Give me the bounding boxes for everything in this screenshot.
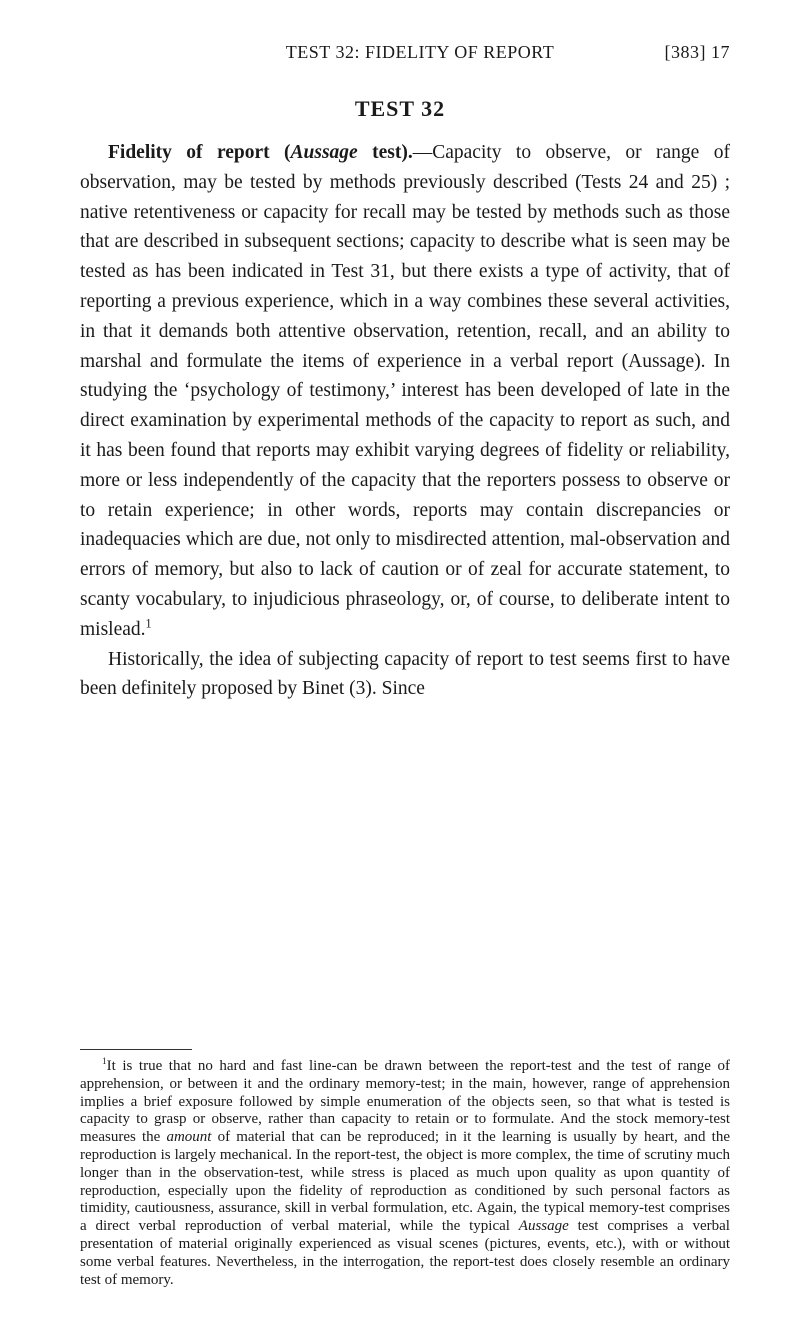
footnote-text <box>80 1058 730 1289</box>
running-head <box>80 42 730 66</box>
footnote-marker: 1 <box>102 1057 107 1067</box>
footnote-part-1: It is true that no hard and fast line-can be drawn between the report-test and the test of range of apprehension, or between it and the ordinary memory-test; in the main, however, range of apprehension implies a brief exposure followed by simple enumeration of the objects seen, so that what is tested is capacity to grasp or observe, rather than capacity to retain or to formulate. And the stock memory-test measures the <box>80 1058 730 1146</box>
paragraph-1-text: —Capacity to observe, or range of observation, may be tested by methods previously described (Tests 24 and 25) ; native retentiveness or capacity for recall may be tested by methods such as those that are described in subsequent sections; capacity to describe what is seen may be tested as has been indicated in Test 31, but there exists a type of activity, that of reporting a previous experience, which in a way combines these several activities, in that it demands both attentive observation, retention, recall, and an ability to marshal and formulate the items of experience in a verbal report (Aussage). In studying the ‘psychology of testimony,’ interest has been developed of late in the direct examination by experimental methods of the capacity to report as such, and it has been found that reports may exhibit varying degrees of fidelity or reliability, more or less independently of the capacity that the reporters possess to observe or to retain experience; in other words, reports may contain discrepancies or inadequacies which are due, not only to misdirected attention, mal-observation and errors of memory, but also to lack of caution or of zeal for accurate statement, to scanty vocabulary, to injudicious phraseology, or, of course, to deliberate intent to mislead. <box>80 142 730 640</box>
footnote-part-3: test comprises a verbal presentation of material originally experienced as visual scenes (pictures, events, etc.), with or without some verbal features. Nevertheless, in the interrogation, the report-test does closely resemble an ordinary test of memory. <box>80 1218 730 1288</box>
lead-in-italic: Aussage <box>290 142 358 163</box>
lead-in-end: test). <box>357 142 413 163</box>
paragraph-1 <box>80 138 730 645</box>
section-title: TEST 32 <box>354 96 446 121</box>
lead-in <box>108 142 413 163</box>
body-text <box>80 138 730 704</box>
paragraph-2: Historically, the idea of subjecting capacity of report to test seems first to have been definitely proposed by Binet (3). Since <box>80 648 730 700</box>
footnote <box>80 1058 730 1289</box>
footnote-divider <box>80 1049 192 1050</box>
footnote-ref: 1 <box>145 616 152 631</box>
footnote-italic-aussage: Aussage <box>518 1218 569 1235</box>
running-head-title: TEST 32: FIDELITY OF REPORT <box>285 42 555 62</box>
footnote-part-2: of material that can be reproduced; in it the learning is usually by heart, and the reproduction is largely mechanical. In the report-test, the object is more complex, the time of scrutiny much longer than in the observation-test, while stress is placed as much upon quality as upon quantity of reproduction, especially upon the fidelity of reproduction as conditioned by such personal factors as timidity, cautiousness, assurance, skill in verbal formulation, etc. Again, the typical memory-test comprises a direct verbal reproduction of verbal material, while the typical <box>80 1129 731 1235</box>
lead-in-text: Fidelity of report ( <box>108 142 291 163</box>
page-number: [383] 17 <box>664 42 730 62</box>
footnote-italic-amount: amount <box>166 1129 212 1146</box>
